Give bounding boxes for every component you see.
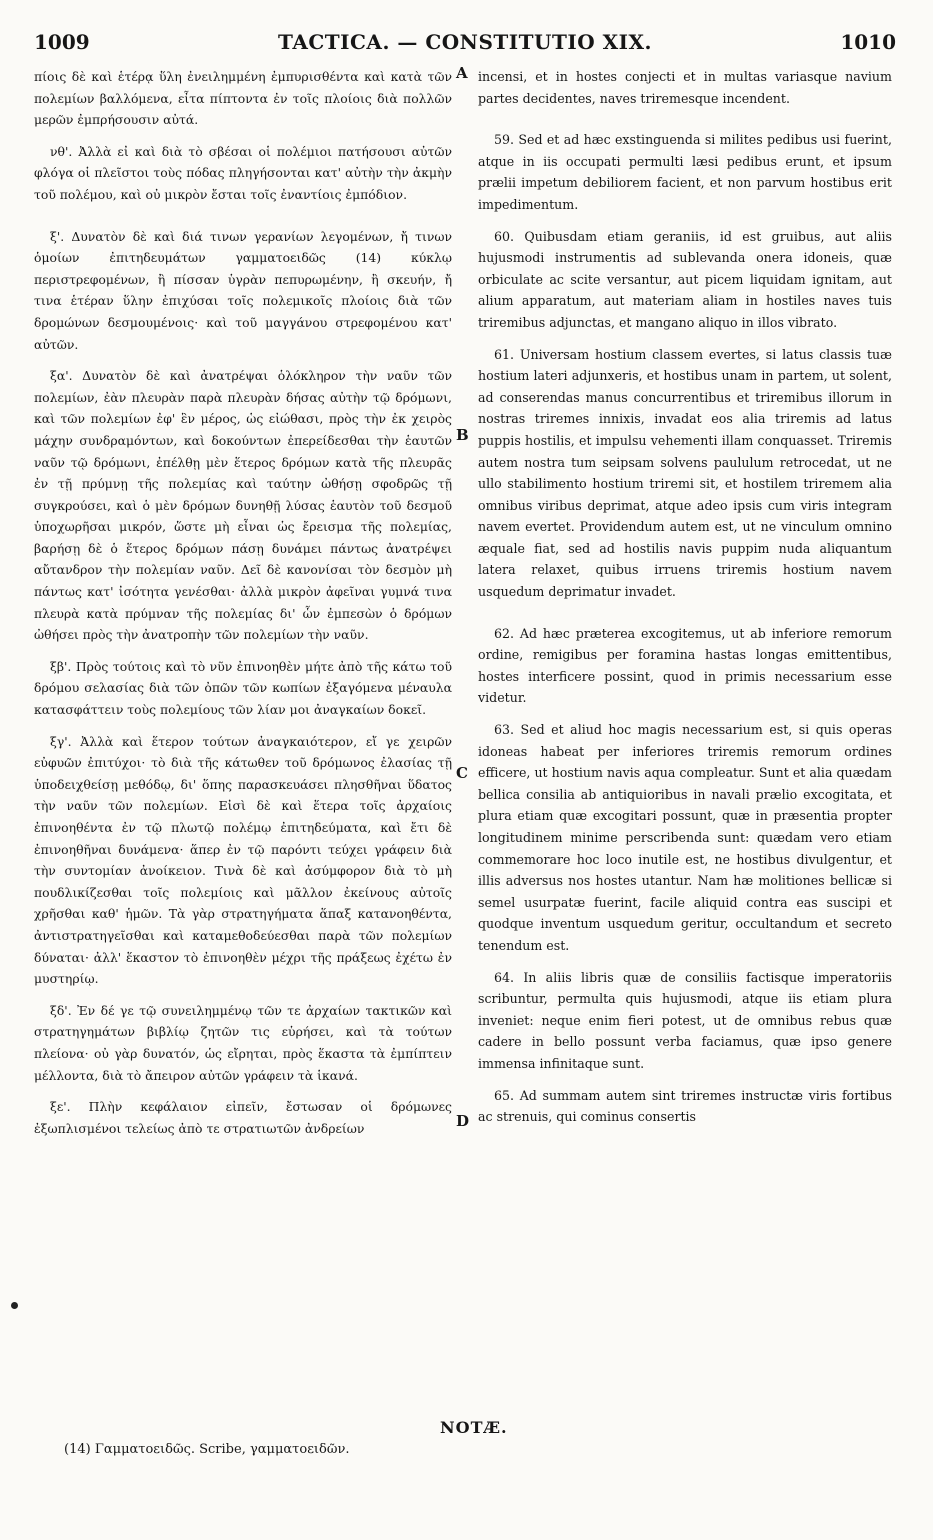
- greek-paragraph: νθ'. Ἀλλὰ εἰ καὶ διὰ τὸ σβέσαι οἱ πολέμιοι πατήσουσι αὐτῶν φλόγα οἱ πλεῖστοι τοὺς πόδας πληγήσονται κατ' αὐτὴν τὴν ἀκμὴν τοῦ πολέμου, καὶ οὐ μικρὸν ἔσται τοῖς ἐναντίοις ἐμπόδιον.: [34, 143, 452, 202]
- page-number-right: 1010: [840, 30, 896, 54]
- footnote-14: (14) Γαμματοειδῶς. Scribe, γαμματοειδῶν.: [64, 1442, 350, 1457]
- greek-paragraph: ξα'. Δυνατὸν δὲ καὶ ἀνατρέψαι ὁλόκληρον τὴν ναῦν τῶν πολεμίων, ἐὰν πλευρὰν παρὰ πλευρὰν δήσας αὐτὴν τῷ δρόμωνι, καὶ τῶν πολεμίων ἐφ' ἓν μέρος, ὡς εἰώθασι, πρὸς τὴν ἐκ χειρὸς μάχην συνδραμόντων, καὶ δοκούντων ἐπερείδεσθαι τὴν ἑαυτῶν ναῦν τῷ δρόμωνι, ἐπέλθῃ μὲν ἕτερος δρόμων κατὰ τῆς πλευρᾶς ἐν τῇ πρύμνῃ τῆς πολεμίας καὶ ταύτην ὠθήσῃ σφοδρῶς τῇ συγκρούσει, καὶ ὁ μὲν δρόμων δυνηθῇ λύσας ἑαυτὸν τοῦ δεσμοῦ ὑποχωρῆσαι μικρόν, ὥστε μὴ εἶναι ὡς ἔρεισμα τῆς πολεμίας, βαρήσῃ δὲ ὁ ἕτερος δρόμων πάσῃ δυνάμει πάντως ἀνατρέψει αὔτανδρον τὴν πολεμίαν ναῦν. Δεῖ δὲ κανονίσαι τὸν δεσμὸν μὴ πάντως κατ' ἰσότητα γενέσθαι· ἀλλὰ μικρὸν ἀφεῖναι γυμνά τινα πλευρὰ κατὰ πρύμναν τῆς πολεμίας δι' ὧν ἐμπεσὼν ὁ δρόμων ὠθήσει πρὸς τὴν ἀνατροπὴν τῶν πολεμίων τὴν ναῦν.: [34, 368, 452, 643]
- latin-paragraph: 62. Ad hæc præterea excogitemus, ut ab inferiore remorum ordine, remigibus per foramina hastas longas emittentibus, hostes interficere possint, quod in primis necessarium esse videtur.: [478, 625, 892, 706]
- margin-marker-a: A: [456, 64, 468, 82]
- page-header: [34, 30, 896, 60]
- margin-marker-d: D: [456, 1112, 470, 1130]
- latin-paragraph: incensi, et in hostes conjecti et in multas variasque navium partes decidentes, naves triremesque incendent.: [478, 69, 892, 106]
- greek-paragraph: πίοις δὲ καὶ ἑτέρᾳ ὕλη ἐνειλημμένη ἐμπυρισθέντα καὶ κατὰ τῶν πολεμίων βαλλόμενα, εἶτα πίπτοντα ἐν τοῖς πλοίοις διὰ πολλῶν μερῶν ἐμπρήσουσιν αὐτά.: [34, 69, 452, 128]
- latin-paragraph: 64. In aliis libris quæ de consiliis factisque imperatoriis scribuntur, permulta quis hujusmodi, atque iis etiam plura inveniet: neque enim fieri potest, ut de omnibus rebus quæ cadere in bello possunt verba faciamus, quæ ipso genere immensa infinitaque sunt.: [478, 969, 892, 1071]
- greek-paragraph: ξ'. Δυνατὸν δὲ καὶ διά τινων γερανίων λεγομένων, ἤ τινων ὁμοίων ἐπιτηδευμάτων γαμματοειδῶς (14) κύκλῳ περιστρεφομένων, ἢ πίσσαν ὑγρὰν πεπυρωμένην, ἢ σκευήν, ἤ τινα ἑτέραν ὕλην ἐπιχύσαι τοῖς πολεμικοῖς πλοίοις διὰ τῶν δρομώνων δεσμουμένοις· καὶ τοῦ μαγγάνου στρεφομένου κατ' αὐτῶν.: [34, 228, 452, 352]
- latin-paragraph: 65. Ad summam autem sint triremes instructæ viris fortibus ac strenuis, qui cominus consertis: [478, 1087, 892, 1125]
- latin-paragraph: 63. Sed et aliud hoc magis necessarium est, si quis operas idoneas habeat per inferiores triremis remorum ordines efficere, ut hostium navis aqua compleatur. Sunt et alia quædam bellica consilia ab antiquioribus in navali prælio excogitata, et plura etiam quæ excogitari possunt, quæ in præsentia propter longitudinem minime perscribenda sunt: quædam vero etiam commemorare hoc loco inutile est, ne hostibus divulgentur, et illis adversus nos hostes utantur. Nam hæ molitiones bellicæ si semel usurpatæ fuerint, facile aliquid contra eas suscipi et quodque inventum usquedum geritur, occultandum et secreto tenendum est.: [478, 722, 892, 953]
- greek-paragraph: ξγ'. Ἀλλὰ καὶ ἕτερον τούτων ἀναγκαιότερον, εἴ γε χειρῶν εὐφυῶν ἐπιτύχοι· τὸ διὰ τῆς κάτωθεν τοῦ δρόμωνος ἐλασίας τῇ ὑποδειχθείσῃ μεθόδῳ, δι' ὅπης παρασκευάσει πλησθῆναι ὕδατος τὴν ναῦν τῶν πολεμίων. Εἰσὶ δὲ καὶ ἕτερα τοῖς ἀρχαίοις ἐπινοηθέντα ἐν τῷ πλωτῷ πολέμῳ ἐπιτηδεύματα, καὶ ἔτι δὲ ἐπινοηθῆναι δυνάμενα· ἅπερ ἐν τῷ παρόντι τεύχει γράφειν διὰ τὴν συντομίαν ἀνοίκειον. Τινὰ δὲ καὶ ἀσύμφορον διὰ τὸ μὴ πουδλικίζεσθαι τοῖς πολεμίοις καὶ μᾶλλον ἐκείνους αὐτοῖς χρῆσθαι καθ' ἡμῶν. Τὰ γὰρ στρατηγήματα ἅπαξ κατανοηθέντα, ἀντιστρατηγεῖσθαι καὶ καταμεθοδεύεσθαι παρὰ τῶν πολεμίων δύναται· ἀλλ' ἕκαστον τὸ ἐπινοηθὲν μέχρι τῆς πράξεως ἐχέτω ἐν μυστηρίῳ.: [34, 733, 452, 987]
- latin-paragraph: 60. Quibusdam etiam geraniis, id est gruibus, aut aliis hujusmodi instrumentis ad sublevanda onera idoneis, quæ orbiculate ac scite versantur, aut picem liquidam ignitam, aut alium apparatum, aut materiam aliam in hostiles naves tuis triremibus adjunctas, et mangano aliquo in illos vibrato.: [478, 228, 892, 330]
- margin-marker-b: B: [456, 426, 469, 444]
- margin-bullet-icon: [11, 1302, 18, 1309]
- latin-paragraph: 61. Universam hostium classem evertes, si latus classis tuæ hostium lateri adjunxeris, et hostibus unam in partem, ut solent, ad conserendas manus concurrentibus et triremibus illorum in nostras triremes innixis, invadat eos alia triremis ad latus puppis hostilis, et impulsu vehementi illam conquasset. Triremis autem nostra tum seipsam solvens paululum retrocedat, ut ne ullo stabilimento hostium triremi sit, et hostilem triremem alia omnibus viribus deprimat, atque adeo ipsis cum viris integram navem evertet. Providendum autem est, ut ne vinculum omnino æquale fiat, sed ad hostilis navis puppim nuda aliquantum latera relaxet, quibus irruens triremis hostium navem usquedum deprimatur invadet.: [478, 346, 892, 600]
- running-title: TACTICA. — CONSTITUTIO XIX.: [278, 30, 652, 54]
- page-number-left: 1009: [34, 30, 90, 54]
- latin-paragraph: 59. Sed et ad hæc exstinguenda si milites pedibus usi fuerint, atque in iis occupati permulti læsi pedibus erunt, et ipsum prælii impetum debiliorem facient, et non parvum hostibus erit impedimentum.: [478, 132, 892, 212]
- latin-column: [478, 66, 892, 1138]
- greek-paragraph: ξβ'. Πρὸς τούτοις καὶ τὸ νῦν ἐπινοηθὲν μήτε ἀπὸ τῆς κάτω τοῦ δρόμου σελασίας διὰ τῶν ὀπῶν τῶν κωπίων ἐξαγόμενα μέναυλα κατασφάττειν τοὺς πολεμίους τῶν λίαν μοι ἀναγκαίων δοκεῖ.: [34, 658, 452, 718]
- greek-column: [34, 66, 452, 1149]
- margin-marker-c: C: [456, 764, 468, 782]
- greek-paragraph: ξδ'. Ἐν δέ γε τῷ συνειλημμένῳ τῶν τε ἀρχαίων τακτικῶν καὶ στρατηγημάτων βιβλίῳ ζητῶν τις εὑρήσει, καὶ τὰ τούτων πλείονα· οὐ γὰρ δυνατόν, ὡς εἴρηται, πρὸς ἕκαστα τὰ ἐμπίπτειν μέλλοντα, διὰ τὸ ἄπειρον αὐτῶν γράφειν τὰ ἱκανά.: [34, 1002, 452, 1083]
- greek-paragraph: ξε'. Πλὴν κεφάλαιον εἰπεῖν, ἔστωσαν οἱ δρόμωνες ἐξωπλισμένοι τελείως ἀπὸ τε στρατιωτῶν ἀνδρείων: [34, 1099, 452, 1136]
- notes-title: NOTÆ.: [440, 1418, 508, 1437]
